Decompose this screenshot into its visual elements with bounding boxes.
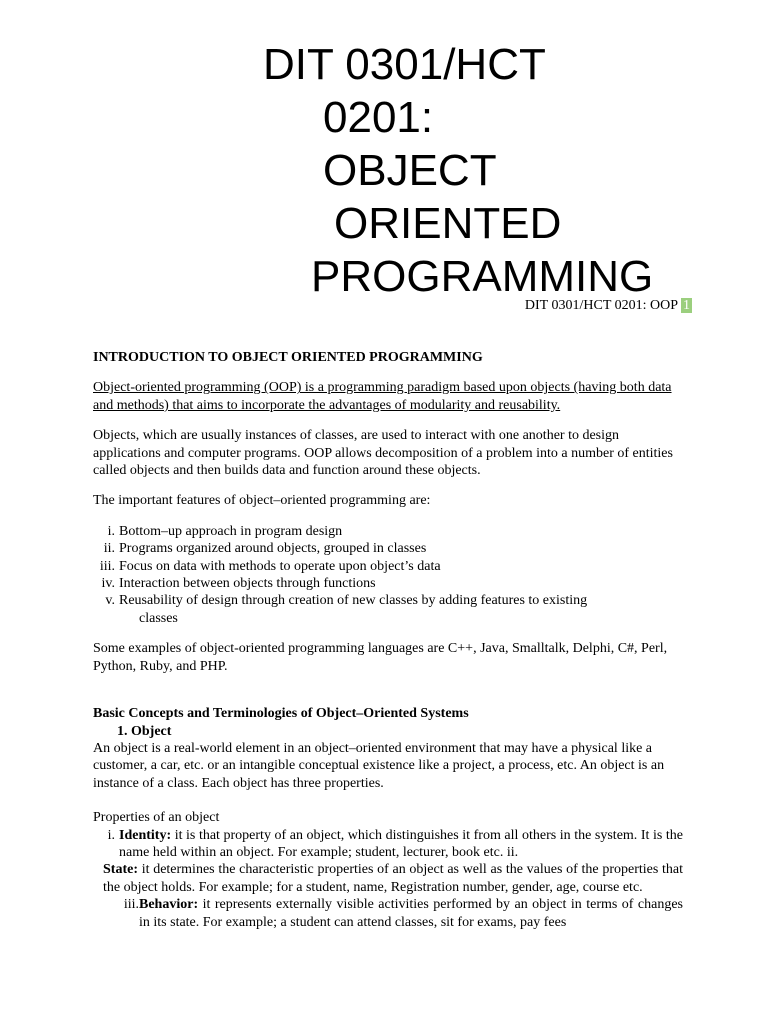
property-term: Identity: xyxy=(119,827,172,843)
title-line-4: ORIENTED xyxy=(334,199,562,248)
property-text: it is that property of an object, which distinguishes it from all others in the system. It is the name held within an object. For example; student, lecturer, book etc. ii. xyxy=(119,827,683,860)
property-term: State: xyxy=(103,862,138,878)
page-number: 1 xyxy=(683,298,690,313)
list-item xyxy=(93,592,683,627)
list-item xyxy=(93,861,683,896)
list-number: v. xyxy=(105,593,115,609)
list-text: Interaction between objects through functions xyxy=(119,576,376,592)
list-item xyxy=(93,575,683,592)
objects-paragraph: Objects, which are usually instances of classes, are used to interact with one another to design applications and computer programs. OOP allows decomposition of a problem into a number of entities called objects and then builds data and function around these objects. xyxy=(93,428,673,479)
features-list xyxy=(93,523,683,627)
object-definition: An object is a real-world element in an object–oriented environment that may have a physical like a customer, a car, etc. or an intangible conceptual existence like a project, a process, etc. An object is an instance of a class. Each object has three properties. xyxy=(93,740,665,791)
list-text: Bottom–up approach in program design xyxy=(119,523,343,539)
subheading-object: 1. Object xyxy=(117,723,172,739)
list-number: ii. xyxy=(103,541,115,557)
basics-heading: Basic Concepts and Terminologies of Object–Oriented Systems xyxy=(93,706,469,722)
list-item xyxy=(93,896,683,931)
intro-heading: INTRODUCTION TO OBJECT ORIENTED PROGRAMMING xyxy=(93,350,483,365)
page-header xyxy=(525,298,692,314)
list-item xyxy=(93,523,683,540)
list-number: i. xyxy=(107,523,115,539)
list-number: iii. xyxy=(123,897,139,913)
property-text: it determines the characteristic properties of an object as well as the values of the properties that the object holds. For example; for a student, name, Registration number, gender, age, course etc. xyxy=(103,862,683,895)
list-text: Focus on data with methods to operate upon object’s data xyxy=(119,558,441,574)
list-text: Reusability of design through creation of new classes by adding features to existing xyxy=(119,593,588,609)
list-number: iv. xyxy=(101,576,115,592)
title-line-3: OBJECT xyxy=(323,146,497,195)
list-item xyxy=(93,540,683,557)
list-item xyxy=(93,558,683,575)
property-term: Behavior: xyxy=(139,897,199,913)
title-line-2: 0201: xyxy=(323,93,434,142)
document-body xyxy=(93,349,683,931)
list-number: iii. xyxy=(99,558,115,574)
oop-definition: Object-oriented programming (OOP) is a programming paradigm based upon objects (having both data and methods) that aims to incorporate the advantages of modularity and reusability. xyxy=(93,380,672,413)
features-intro: The important features of object–oriented programming are: xyxy=(93,493,431,509)
list-item xyxy=(93,827,683,862)
examples-paragraph: Some examples of object-oriented programming languages are C++, Java, Smalltalk, Delphi, C#, Perl, Python, Ruby, and PHP. xyxy=(93,641,668,674)
title-line-1: DIT 0301/HCT xyxy=(263,40,546,89)
properties-list xyxy=(93,827,683,931)
header-text: DIT 0301/HCT 0201: OOP xyxy=(524,298,678,313)
title-line-5: PROGRAMMING xyxy=(311,252,654,301)
properties-label: Properties of an object xyxy=(93,810,220,826)
list-text: Programs organized around objects, grouped in classes xyxy=(119,541,427,557)
list-text-continued: classes xyxy=(139,610,178,626)
property-text: it represents externally visible activities performed by an object in terms of changes in its state. For example; a student can attend classes, sit for exams, pay fees xyxy=(139,897,683,930)
list-number: i. xyxy=(107,827,115,843)
